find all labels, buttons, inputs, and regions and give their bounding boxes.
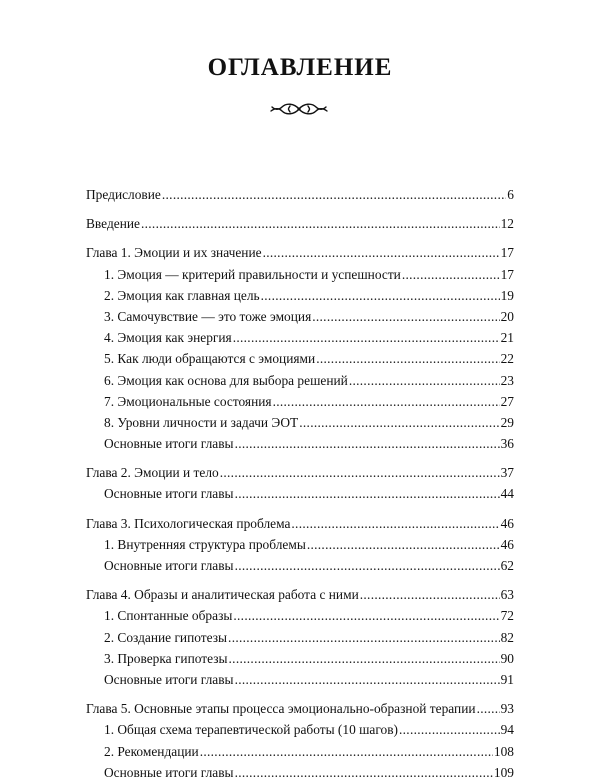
toc-entry: 2. Рекомендации ..... 108: [86, 741, 514, 762]
toc-entry: Основные итоги главы ..... 109: [86, 762, 514, 783]
toc-entry: 3. Проверка гипотезы ..... 90: [86, 648, 514, 669]
toc-entry: Основные итоги главы ..... 62: [86, 555, 514, 576]
toc-entry: Основные итоги главы ..... 44: [86, 483, 514, 504]
toc-entry: 1. Спонтанные образы ..... 72: [86, 605, 514, 626]
toc-entry: 8. Уровни личности и задачи ЭОТ ..... 29: [86, 412, 514, 433]
toc-entry: 5. Как люди обращаются с эмоциями ..... 22: [86, 348, 514, 369]
toc-entry: 1. Общая схема терапевтической работы (10 шагов) ..... 94: [86, 719, 514, 740]
toc-entry: Предисловие ..... 6: [86, 184, 514, 205]
toc-entry: 2. Создание гипотезы ..... 82: [86, 627, 514, 648]
flourish-ornament-icon: [268, 101, 330, 117]
toc-entry: Глава 2. Эмоции и тело ..... 37: [86, 462, 514, 483]
toc-entry: Глава 4. Образы и аналитическая работа с ними ..... 63: [86, 584, 514, 605]
toc-entry: Глава 3. Психологическая проблема ..... 46: [86, 513, 514, 534]
toc-entry: Глава 5. Основные этапы процесса эмоционально-образной терапии ..... 93: [86, 698, 514, 719]
toc-entry: 3. Самочувствие — это тоже эмоция ..... 20: [86, 306, 514, 327]
page-title: ОГЛАВЛЕНИЕ: [207, 54, 393, 81]
toc-entry: Основные итоги главы ..... 91: [86, 669, 514, 690]
toc-entry: 6. Эмоция как основа для выбора решений ..... 23: [86, 370, 514, 391]
toc-entry: Глава 1. Эмоции и их значение ..... 17: [86, 242, 514, 263]
toc-entry: 4. Эмоция как энергия ..... 21: [86, 327, 514, 348]
toc-entry: Основные итоги главы ..... 36: [86, 433, 514, 454]
toc-entry: 2. Эмоция как главная цель ..... 19: [86, 285, 514, 306]
toc-entry: 1. Эмоция — критерий правильности и успешности ..... 17: [86, 264, 514, 285]
toc-entry: 7. Эмоциональные состояния ..... 27: [86, 391, 514, 412]
table-of-contents: [86, 184, 514, 783]
toc-entry: 1. Внутренняя структура проблемы ..... 46: [86, 534, 514, 555]
toc-entry: Введение ..... 12: [86, 213, 514, 234]
